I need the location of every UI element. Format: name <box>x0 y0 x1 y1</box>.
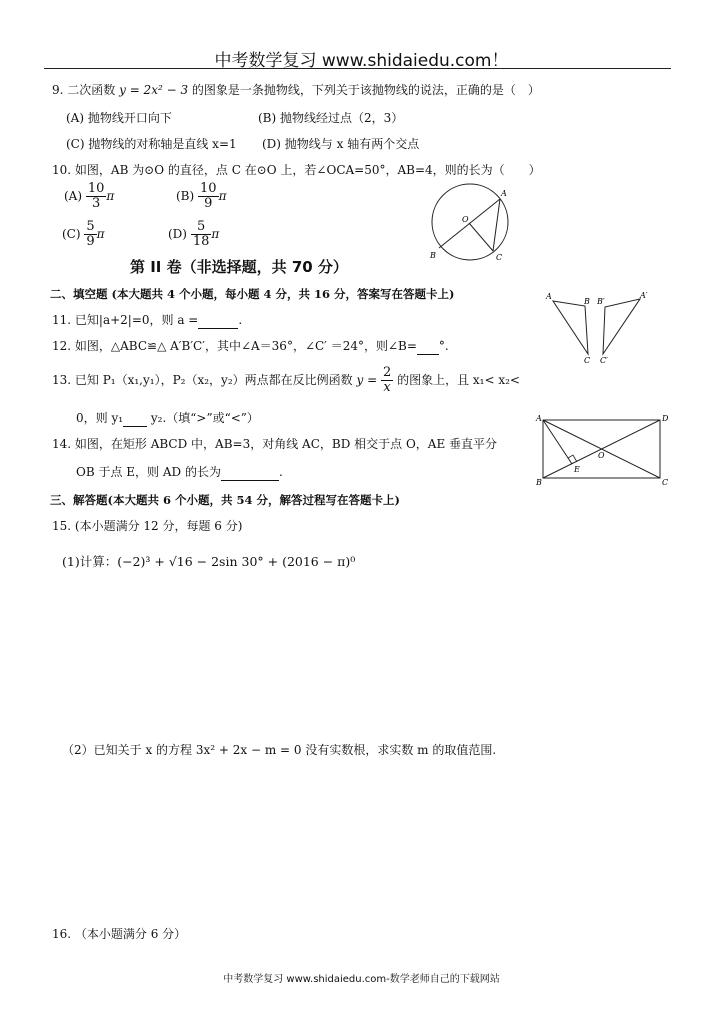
page-footer: 中考数学复习 www.shidaiedu.com-数学老师自己的下载网站 <box>223 974 500 985</box>
q13-line1: 13. 已知 P₁（x₁,y₁），P₂（x₂，y₂）两点都在反比例函数 y = $\frac{2}{x}$ 的图象上，且 x₁< x₂< <box>52 365 520 395</box>
q15-title: 15. (本小题满分 12 分，每题 6 分) <box>52 519 243 533</box>
chord-ac <box>493 199 500 251</box>
q10-option-c: (C) $\frac{5}{9}$ π <box>62 219 105 249</box>
label-c: C <box>584 356 591 364</box>
q9-option-b: (B) 抛物线经过点（2，3） <box>258 111 404 125</box>
triangle-a1b1c1 <box>603 299 640 354</box>
right-angle-mark <box>568 455 577 462</box>
page-header: 中考数学复习 www.shidaiedu.com！ <box>214 51 509 71</box>
q9-option-c: (C) 抛物线的对称轴是直线 x=1 <box>66 137 237 151</box>
q12-blank <box>417 338 439 355</box>
q13-fraction: $\frac{2}{x}$ <box>382 365 392 395</box>
q13-line2: 0，则 y₁ y₂.（填“>”或“<”） <box>76 411 259 425</box>
q9-prefix: 9. 二次函数 <box>52 83 116 97</box>
q12-triangles-figure <box>540 288 658 364</box>
q9-stem <box>52 82 540 98</box>
q15-part1: (1)计算：(−2)³ + √16 − 2sin 30° + (2016 − π)⁰ <box>62 554 356 569</box>
q9-option-a: (A) 抛物线开口向下 <box>66 111 172 125</box>
answer-heading: 三、解答题(本大题共 6 个小题，共 54 分，解答过程写在答题卡上) <box>50 493 400 507</box>
q9-option-d: (D) 抛物线与 x 轴有两个交点 <box>262 137 420 151</box>
point-b-label: B <box>430 251 436 260</box>
point-c-label: C <box>496 253 503 262</box>
label-e: E <box>574 465 580 474</box>
q11-blank <box>198 312 238 329</box>
part2-title: 第 II 卷（非选择题，共 70 分） <box>130 258 348 276</box>
point-a-label: A <box>501 189 507 198</box>
segment-ae <box>543 420 572 464</box>
q10-c-fraction: $\frac{5}{9}$ <box>86 219 95 249</box>
q15-part2: （2）已知关于 x 的方程 3x² + 2x − m = 0 没有实数根，求实数 m 的取值范围. <box>62 743 497 757</box>
label-o: O <box>598 451 605 460</box>
q10-a-fraction: $\frac{10}{3}$ <box>87 181 105 211</box>
label-b-prime: B′ <box>597 297 605 306</box>
q11: 11. 已知|a+2|=0，则 a = . <box>52 313 243 327</box>
point-o-label: O <box>462 215 469 224</box>
label-a: A <box>536 414 542 423</box>
q10-option-a: (A) $\frac{10}{3}$ π <box>64 181 115 211</box>
q10-option-d: (D) $\frac{5}{18}$ π <box>168 219 220 249</box>
q16-title: 16. （本小题满分 6 分） <box>52 927 187 941</box>
label-c: C <box>662 478 669 487</box>
q12: 12. 如图，△ABC≌△ A′B′C′，其中∠A＝36°，∠C′ ＝24°，则∠B= °. <box>52 339 449 353</box>
q9-suffix: 的图象是一条抛物线，下列关于该抛物线的说法，正确的是（ ） <box>191 83 540 97</box>
radius-oc <box>469 223 493 251</box>
label-b: B <box>536 478 542 487</box>
label-b: B <box>584 297 590 306</box>
q14-line1: 14. 如图，在矩形 ABCD 中，AB=3，对角线 AC，BD 相交于点 O，AE 垂直平分 <box>52 437 498 451</box>
q10-b-fraction: $\frac{10}{9}$ <box>200 181 217 211</box>
triangle-abc <box>553 301 588 354</box>
label-d: D <box>662 414 669 423</box>
label-a-prime: A′ <box>640 291 648 300</box>
label-c-prime: C′ <box>600 356 608 364</box>
q10-option-b: (B) $\frac{10}{9}$ π <box>176 181 227 211</box>
q10-stem: 10. 如图，AB 为⊙O 的直径，点 C 在⊙O 上，若∠OCA=50°，AB=4，则的长为（ ） <box>52 163 541 177</box>
q14-line2: OB 于点 E，则 AD 的长为 . <box>76 465 283 479</box>
q10-d-fraction: $\frac{5}{18}$ <box>192 219 210 249</box>
header-rule <box>44 68 671 69</box>
fill-heading: 二、填空题 (本大题共 4 个小题，每小题 4 分，共 16 分，答案写在答题卡上) <box>50 287 455 301</box>
q14-rectangle-figure <box>532 412 672 490</box>
label-a: A <box>546 292 552 301</box>
q14-blank <box>221 464 279 481</box>
q13-blank <box>123 410 147 427</box>
q9-function: y = 2x² − 3 <box>119 83 189 97</box>
q10-circle-figure <box>420 180 520 266</box>
